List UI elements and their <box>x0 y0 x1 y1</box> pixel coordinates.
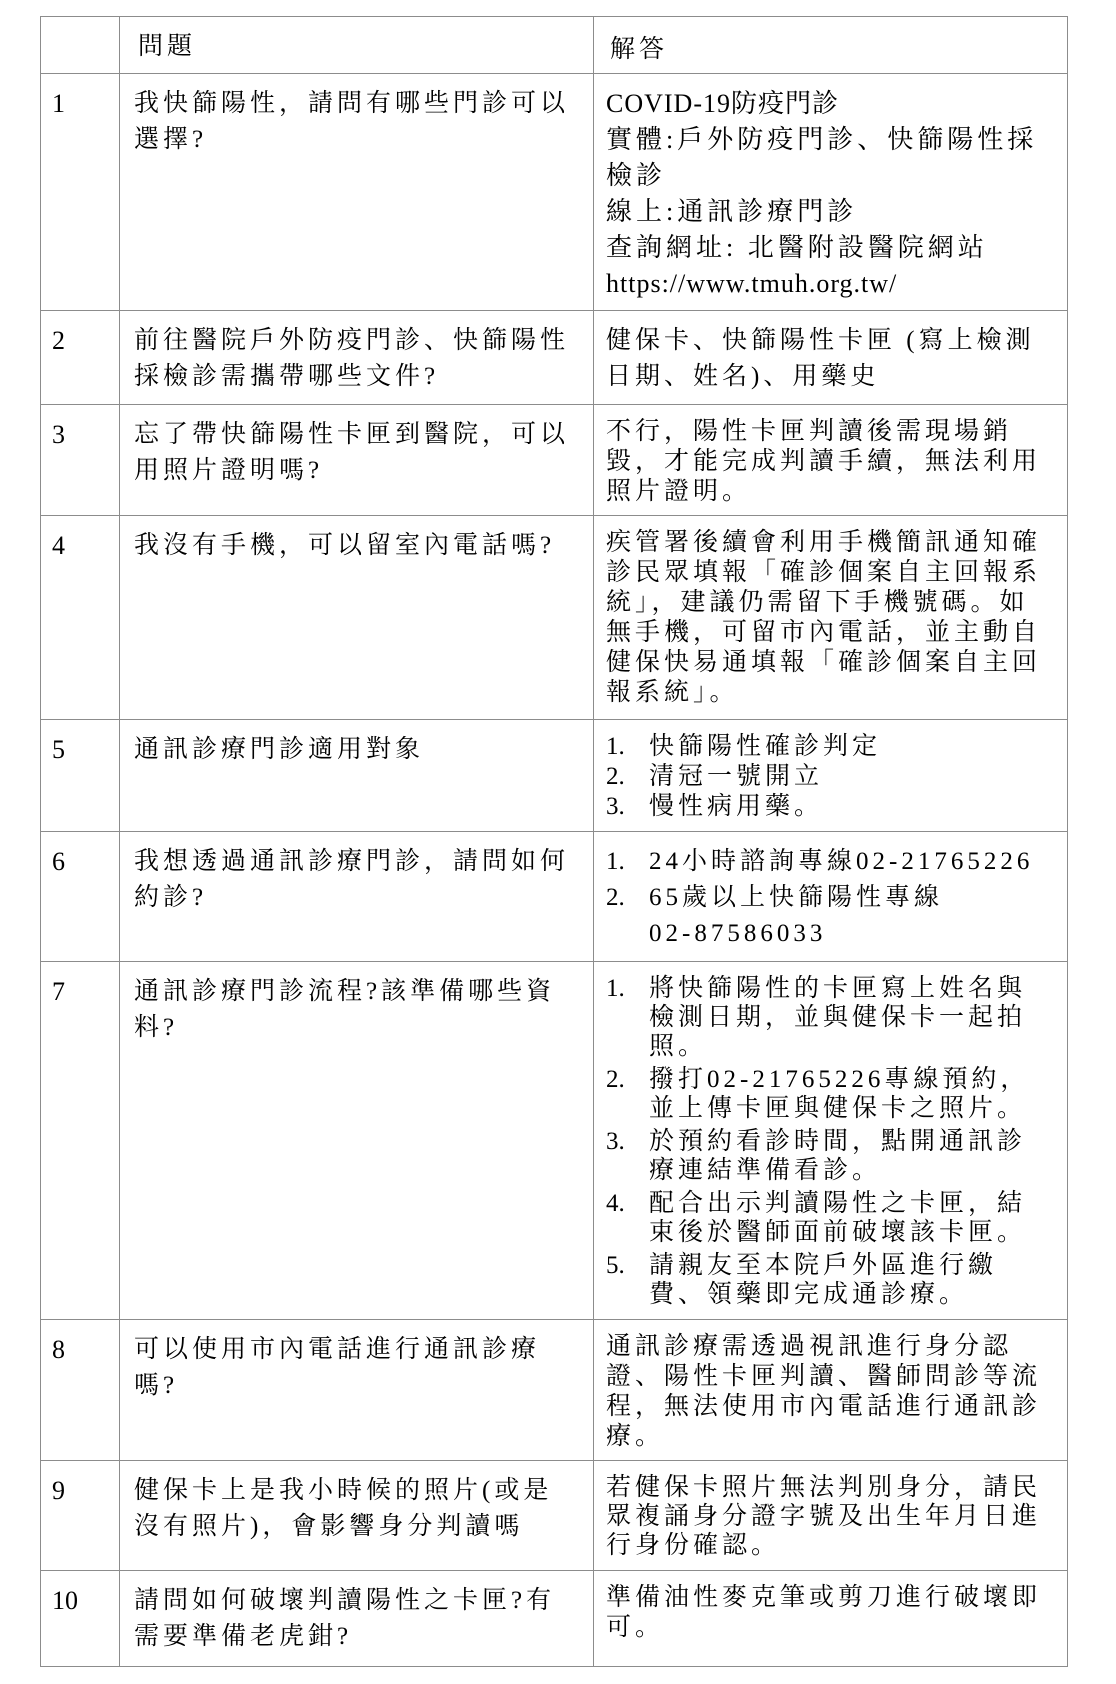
answer-list-cell <box>594 832 1068 962</box>
header-question-label: 問題 <box>138 33 197 60</box>
list-text: 撥打02-21765226專線預約，並上傳卡匣與健保卡之照片。 <box>649 1066 1030 1122</box>
list-text: 將快篩陽性的卡匣寫上姓名與檢測日期，並與健保卡一起拍照。 <box>649 975 1027 1060</box>
answer-cell: 準備油性麥克筆或剪刀進行破壞即可。 <box>594 1571 1068 1667</box>
answer-list-item <box>606 1127 1050 1185</box>
row-number-cell: 2 <box>41 311 120 405</box>
answer-list-item <box>606 1251 1050 1309</box>
row-number-cell: 1 <box>41 74 120 311</box>
answer-cell: 通訊診療需透過視訊進行身分認證、陽性卡匣判讀、醫師問診等流程，無法使用市內電話進行通訊診療。 <box>594 1320 1068 1461</box>
list-text: 於預約看診時間，點開通訊診療連結準備看診。 <box>649 1128 1027 1184</box>
answer-list-item <box>606 792 1050 822</box>
table-header-row <box>41 17 1068 74</box>
list-number: 2. <box>606 1066 625 1093</box>
answer-line: 查詢網址: 北醫附設醫院網站 <box>606 233 988 262</box>
answer-cell: 疾管署後續會利用手機簡訊通知確診民眾填報「確診個案自主回報系統」，建議仍需留下手機號碼。如無手機，可留市內電話，並主動自健保快易通填報「確診個案自主回報系統」。 <box>594 516 1068 720</box>
list-text: 65歲以上快篩陽性專線 02-87586033 <box>649 884 944 947</box>
answer-line: COVID-19防疫門診 <box>606 89 839 118</box>
answer-cell: 不行，陽性卡匣判讀後需現場銷毀，才能完成判讀手續，無法利用照片證明。 <box>594 405 1068 516</box>
faq-row <box>41 1461 1068 1571</box>
list-number: 3. <box>606 793 625 820</box>
list-number: 2. <box>606 884 625 911</box>
list-number: 3. <box>606 1128 625 1155</box>
row-number-cell: 10 <box>41 1571 120 1667</box>
list-number: 1. <box>606 975 625 1002</box>
answer-list-cell <box>594 720 1068 832</box>
list-text: 慢性病用藥。 <box>649 793 824 820</box>
header-index-cell <box>41 17 120 74</box>
row-number-cell: 8 <box>41 1320 120 1461</box>
list-number: 5. <box>606 1252 625 1279</box>
answer-list-item <box>606 974 1050 1061</box>
header-question-cell <box>120 17 594 74</box>
faq-row <box>41 962 1068 1320</box>
row-number-cell: 9 <box>41 1461 120 1571</box>
list-text: 配合出示判讀陽性之卡匣，結束後於醫師面前破壞該卡匣。 <box>649 1190 1027 1246</box>
answer-list-item <box>606 1189 1050 1247</box>
answer-line: 線上:通訊診療門診 <box>606 197 858 226</box>
question-cell: 通訊診療門診適用對象 <box>120 720 594 832</box>
answer-cell <box>594 74 1068 311</box>
answer-url-line: https://www.tmuh.org.tw/ <box>606 269 898 298</box>
faq-row <box>41 74 1068 311</box>
question-cell: 通訊診療門診流程?該準備哪些資料? <box>120 962 594 1320</box>
answer-cell: 健保卡、快篩陽性卡匣 (寫上檢測日期、姓名)、用藥史 <box>594 311 1068 405</box>
list-number: 4. <box>606 1190 625 1217</box>
faq-row <box>41 311 1068 405</box>
question-cell: 前往醫院戶外防疫門診、快篩陽性採檢診需攜帶哪些文件? <box>120 311 594 405</box>
header-answer-label: 解答 <box>610 36 669 63</box>
answer-list-item <box>606 844 1050 880</box>
list-number: 1. <box>606 733 625 760</box>
list-text: 清冠一號開立 <box>649 763 824 790</box>
row-number-cell: 4 <box>41 516 120 720</box>
answer-list-item <box>606 880 1050 952</box>
header-answer-cell <box>594 17 1068 74</box>
answer-line: 實體:戶外防疫門診、快篩陽性採檢診 <box>606 125 1038 190</box>
list-number: 2. <box>606 763 625 790</box>
question-cell: 請問如何破壞判讀陽性之卡匣?有需要準備老虎鉗? <box>120 1571 594 1667</box>
question-cell: 我沒有手機，可以留室內電話嗎? <box>120 516 594 720</box>
faq-table <box>40 16 1068 1667</box>
list-text: 請親友至本院戶外區進行繳費、領藥即完成通診療。 <box>649 1252 998 1308</box>
faq-row <box>41 1320 1068 1461</box>
list-number: 1. <box>606 848 625 875</box>
row-number-cell: 6 <box>41 832 120 962</box>
list-text: 快篩陽性確診判定 <box>649 733 882 760</box>
faq-row <box>41 405 1068 516</box>
answer-cell: 若健保卡照片無法判別身分，請民眾複誦身分證字號及出生年月日進行身份確認。 <box>594 1461 1068 1571</box>
question-cell: 健保卡上是我小時候的照片(或是沒有照片)，會影響身分判讀嗎 <box>120 1461 594 1571</box>
answer-list-cell <box>594 962 1068 1320</box>
faq-row <box>41 516 1068 720</box>
faq-row <box>41 1571 1068 1667</box>
answer-list-item <box>606 732 1050 762</box>
question-cell: 忘了帶快篩陽性卡匣到醫院，可以用照片證明嗎? <box>120 405 594 516</box>
question-cell: 我快篩陽性，請問有哪些門診可以選擇? <box>120 74 594 311</box>
question-cell: 我想透過通訊診療門診，請問如何約診? <box>120 832 594 962</box>
faq-row <box>41 832 1068 962</box>
row-number-cell: 5 <box>41 720 120 832</box>
answer-list-item <box>606 762 1050 792</box>
row-number-cell: 7 <box>41 962 120 1320</box>
faq-row <box>41 720 1068 832</box>
question-cell: 可以使用市內電話進行通訊診療嗎? <box>120 1320 594 1461</box>
list-text: 24小時諮詢專線02-21765226 <box>649 848 1034 875</box>
row-number-cell: 3 <box>41 405 120 516</box>
answer-list-item <box>606 1065 1050 1123</box>
